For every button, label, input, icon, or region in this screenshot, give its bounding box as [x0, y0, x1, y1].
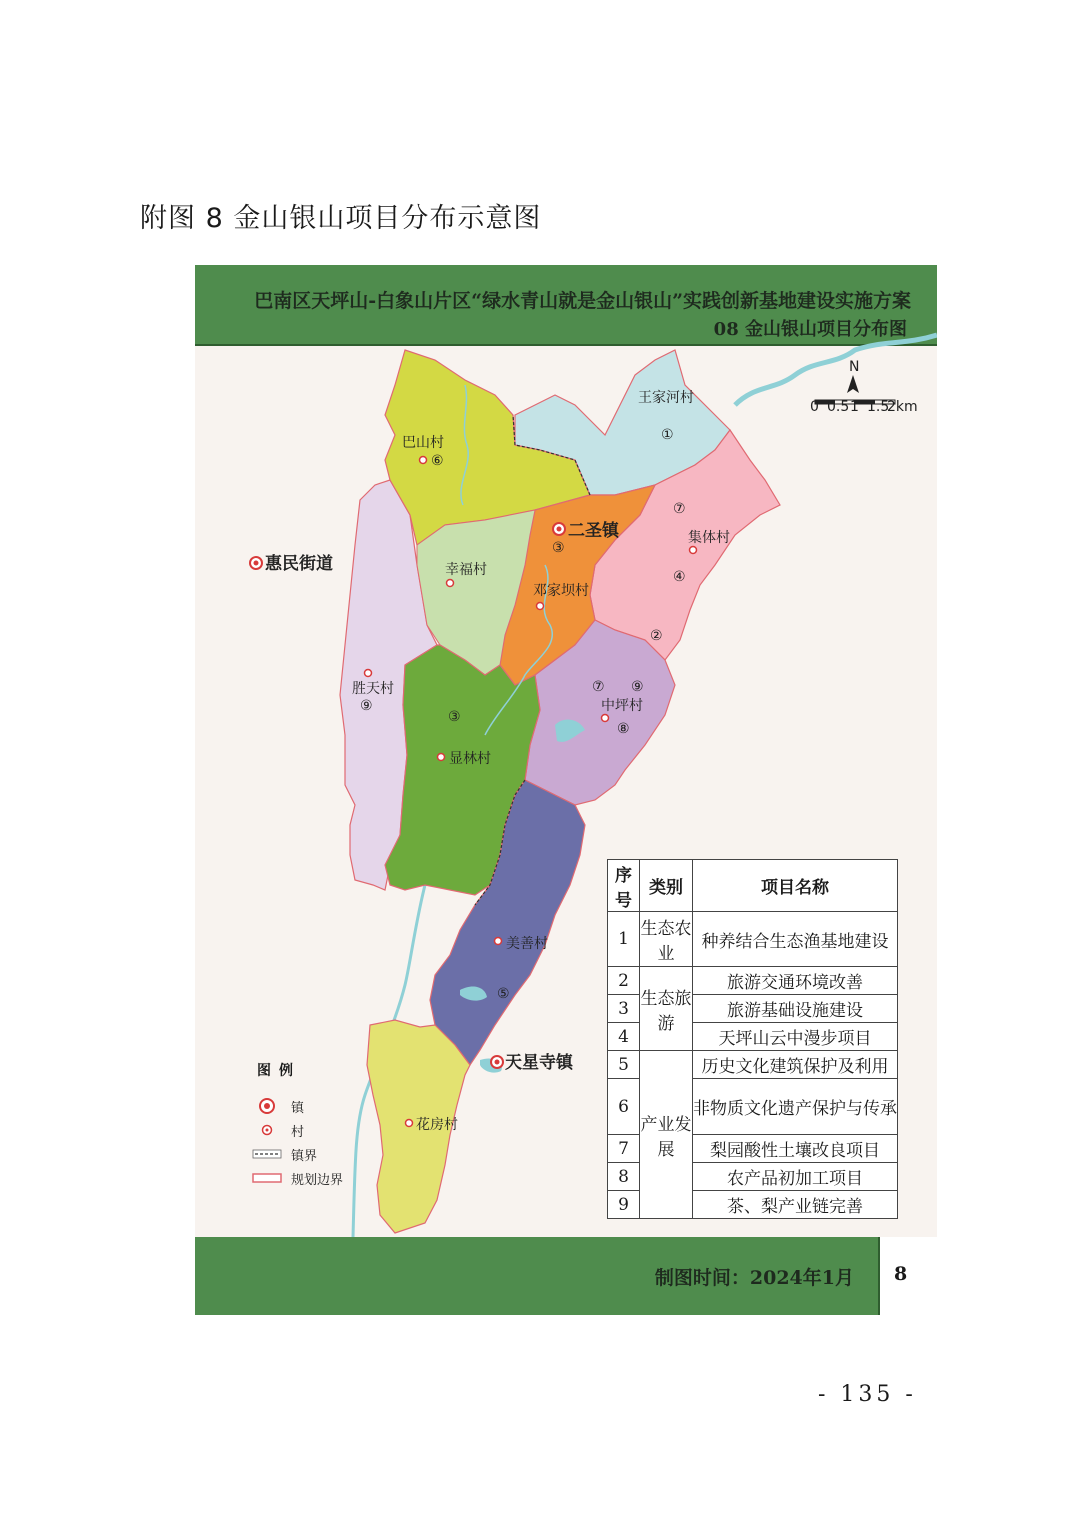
scale-label: 0	[810, 399, 819, 415]
project-marker: ⑤	[497, 986, 510, 1002]
scale-label: 1.5	[867, 399, 890, 415]
project-table	[607, 859, 898, 1219]
project-marker: ③	[552, 540, 565, 556]
row-name: 梨园酸性土壤改良项目	[693, 1135, 898, 1163]
red-line-icon	[251, 1172, 283, 1184]
legend-title: 图例	[257, 1063, 301, 1079]
scale-label: 2km	[887, 399, 918, 415]
village-label: 花房村	[416, 1117, 458, 1133]
row-name: 种养结合生态渔基地建设	[693, 912, 898, 967]
project-marker: ②	[650, 628, 663, 644]
town-label-tianxingsi: 天星寺镇	[505, 1053, 573, 1073]
legend-label: 镇	[291, 1100, 305, 1116]
row-index: 4	[608, 1023, 640, 1051]
row-name: 天坪山云中漫步项目	[693, 1023, 898, 1051]
north-arrow	[847, 359, 859, 393]
town-symbol-icon	[251, 1097, 283, 1115]
village-label: 显林村	[449, 751, 491, 767]
page-number: - 135 -	[818, 1382, 917, 1407]
legend-item-town	[251, 1094, 343, 1118]
village-label: 王家河村	[638, 390, 694, 406]
map-header-title: 巴南区天坪山-白象山片区“绿水青山就是金山银山”实践创新基地建设实施方案	[254, 290, 911, 312]
village-label: 美善村	[506, 936, 548, 952]
map-legend	[251, 1060, 343, 1190]
village-symbol-icon	[251, 1123, 283, 1137]
row-name: 非物质文化遗产保护与传承	[693, 1079, 898, 1135]
village-ersheng-marker	[552, 540, 565, 556]
north-label: N	[849, 359, 860, 375]
project-marker: ⑧	[617, 721, 630, 737]
village-label: 邓家坝村	[533, 583, 589, 599]
project-marker: ⑥	[431, 453, 444, 469]
legend-label: 村	[291, 1124, 305, 1140]
project-marker: ①	[661, 427, 674, 443]
village-label: 胜天村	[352, 681, 394, 697]
scale-bar	[810, 399, 918, 415]
village-label: 集体村	[688, 530, 730, 546]
river-main	[735, 335, 937, 405]
map-header-subtitle: 08 金山银山项目分布图	[713, 319, 907, 340]
project-marker: ⑦	[673, 501, 686, 517]
row-name: 旅游交通环境改善	[693, 967, 898, 995]
legend-label: 规划边界	[291, 1172, 344, 1188]
project-marker: ⑨	[631, 679, 644, 695]
town-marker-huimin[interactable]	[250, 553, 333, 574]
dashed-line-icon	[251, 1148, 283, 1160]
village-label: 巴山村	[402, 435, 444, 451]
project-marker: ⑨	[360, 698, 373, 714]
table-row	[608, 967, 898, 995]
header-name: 项目名称	[693, 860, 898, 912]
village-label: 幸福村	[445, 562, 487, 578]
row-index: 1	[608, 912, 640, 967]
town-label-ersheng: 二圣镇	[568, 521, 619, 541]
row-index: 5	[608, 1051, 640, 1079]
village-label: 中坪村	[601, 698, 643, 714]
map-date: 制图时间：2024年1月	[654, 1267, 854, 1289]
scale-label: 1	[850, 399, 859, 415]
row-index: 7	[608, 1135, 640, 1163]
legend-item-town-boundary	[251, 1142, 343, 1166]
table-header-row	[608, 860, 898, 912]
project-marker: ④	[673, 569, 686, 585]
row-category: 生态农业	[640, 912, 693, 967]
header-index: 序号	[608, 860, 640, 912]
map-page-number: 8	[894, 1263, 908, 1285]
project-marker: ⑦	[592, 679, 605, 695]
row-name: 茶、梨产业链完善	[693, 1191, 898, 1219]
row-category: 生态旅游	[640, 967, 693, 1051]
row-index: 2	[608, 967, 640, 995]
row-name: 历史文化建筑保护及利用	[693, 1051, 898, 1079]
legend-label: 镇界	[291, 1148, 318, 1164]
scale-label: 0.5	[827, 399, 850, 415]
row-name: 旅游基础设施建设	[693, 995, 898, 1023]
map-frame	[195, 265, 937, 1315]
legend-item-plan-boundary	[251, 1166, 343, 1190]
table-row	[608, 912, 898, 967]
town-label-huimin: 惠民街道	[265, 554, 333, 574]
row-index: 6	[608, 1079, 640, 1135]
legend-item-village	[251, 1118, 343, 1142]
table-row	[608, 1051, 898, 1079]
header-category: 类别	[640, 860, 693, 912]
row-name: 农产品初加工项目	[693, 1163, 898, 1191]
row-index: 9	[608, 1191, 640, 1219]
row-index: 8	[608, 1163, 640, 1191]
document-title: 附图 8 金山银山项目分布示意图	[140, 203, 542, 234]
town-marker-tianxingsi[interactable]	[491, 1052, 574, 1073]
row-category: 产业发展	[640, 1051, 693, 1219]
row-index: 3	[608, 995, 640, 1023]
project-marker: ③	[448, 709, 461, 725]
map-footer	[195, 1237, 878, 1315]
map-page-box	[878, 1237, 939, 1315]
